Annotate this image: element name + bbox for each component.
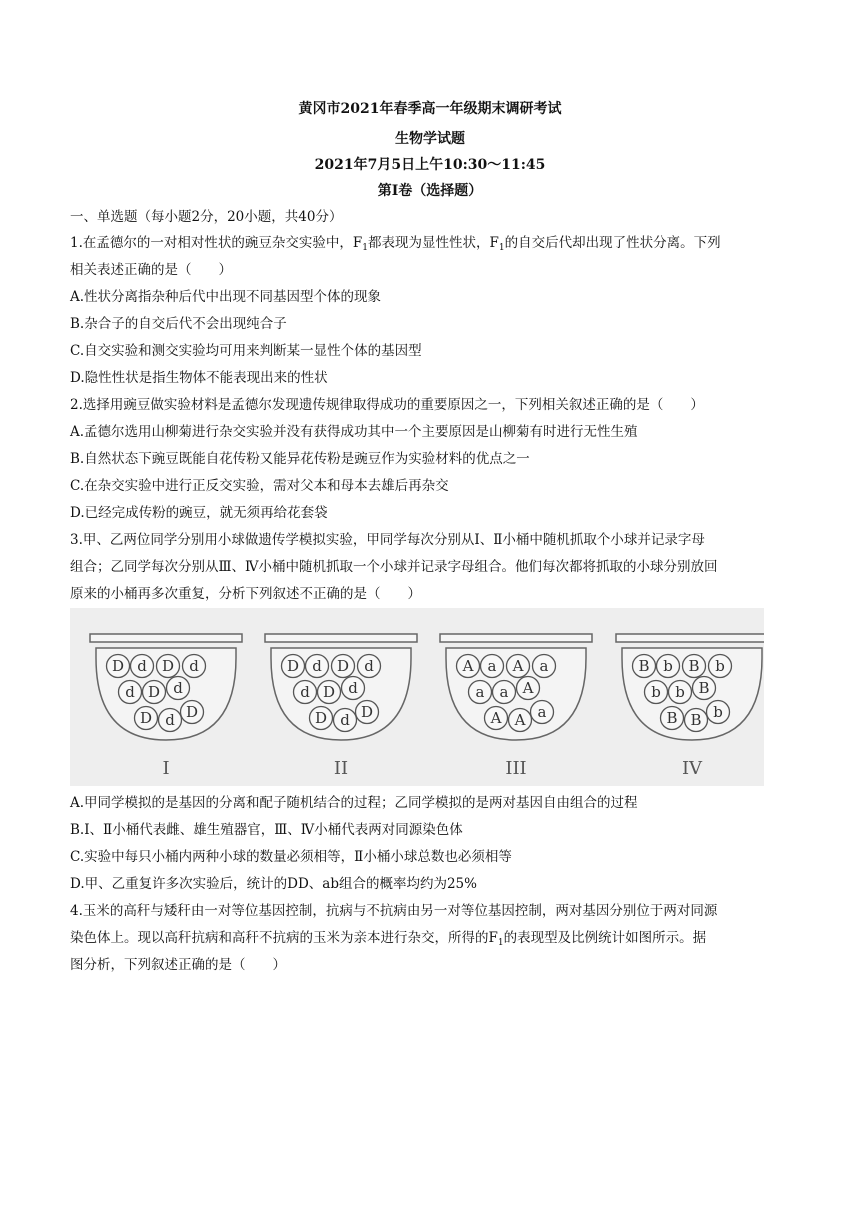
ball [181, 701, 204, 724]
section-heading: 一、单选题（每小题2分，20小题，共40分） [70, 209, 343, 225]
q1-option-d: D.隐性性状是指生物体不能表现出来的性状 [70, 370, 328, 386]
ball-letter: A [522, 679, 534, 697]
ball-letter: d [300, 683, 310, 701]
q3-stem-line1: 3.甲、乙两位同学分别用小球做遗传学模拟实验，甲同学每次分别从Ⅰ、Ⅱ小桶中随机抓取个小球并记录字母 [70, 532, 705, 548]
ball [342, 677, 365, 700]
q1-option-a: A.性状分离指杂种后代中出现不同基因型个体的现象 [70, 289, 382, 305]
ball-letter: a [539, 657, 549, 675]
ball [318, 681, 341, 704]
q2-option-d: D.已经完成传粉的豌豆，就无须再给花套袋 [70, 505, 328, 521]
q4-stem-line1: 4.玉米的高秆与矮秆由一对等位基因控制，抗病与不抗病由另一对等位基因控制，两对基因分别位于两对同源 [70, 903, 718, 919]
ball [356, 701, 379, 724]
ball [657, 655, 680, 678]
ball [507, 655, 530, 678]
q2-option-a: A.孟德尔选用山柳菊进行杂交实验并没有获得成功其中一个主要原因是山柳菊有时进行无性生殖 [70, 424, 638, 440]
ball [685, 709, 708, 732]
ball-letter: d [348, 679, 358, 697]
ball [485, 707, 508, 730]
ball [334, 709, 357, 732]
ball-letter: D [139, 709, 153, 727]
ball [167, 677, 190, 700]
ball-letter: d [364, 657, 374, 675]
ball [332, 655, 355, 678]
ball-letter: A [514, 711, 526, 729]
ball-letter: b [713, 703, 723, 721]
ball [531, 701, 554, 724]
ball [707, 701, 730, 724]
ball [683, 655, 706, 678]
q1-stem-line1: 1.在孟德尔的一对相对性状的豌豆杂交实验中，$F_1$都表现为显性性状，$F_1$的自交后代却出现了性状分离。下列 [70, 235, 721, 253]
bucket-3 [440, 634, 592, 779]
q3-option-b: B.Ⅰ、Ⅱ小桶代表雌、雄生殖器官，Ⅲ、Ⅳ小桶代表两对同源染色体 [70, 822, 463, 838]
ball [135, 707, 158, 730]
ball [107, 655, 130, 678]
ball-letter: b [715, 657, 725, 675]
ball [533, 655, 556, 678]
ball [358, 655, 381, 678]
ball-letter: d [312, 657, 322, 675]
ball [157, 655, 180, 678]
ball-letter: B [690, 711, 702, 729]
ball [645, 681, 668, 704]
ball-letter: a [499, 683, 509, 701]
ball [469, 681, 492, 704]
ball [306, 655, 329, 678]
q2-option-c: C.在杂交实验中进行正反交实验，需对父本和母本去雄后再杂交 [70, 478, 449, 494]
ball-letter: d [125, 683, 135, 701]
ball-letter: D [360, 703, 374, 721]
ball-letter: D [322, 683, 336, 701]
exam-time: 2021年7月5日上午10:30～11:45 [314, 157, 546, 173]
bucket-figure [70, 608, 764, 786]
bucket-lid [265, 634, 417, 642]
ball-letter: B [698, 679, 710, 697]
bucket-label: IV [681, 758, 703, 779]
ball-letter: D [161, 657, 175, 675]
exam-subject: 生物学试题 [395, 131, 465, 147]
q2-stem: 2.选择用豌豆做实验材料是孟德尔发现遗传规律取得成功的重要原因之一，下列相关叙述正确的是（ ） [70, 397, 704, 413]
ball [509, 709, 532, 732]
ball-letter: D [185, 703, 199, 721]
ball-letter: D [286, 657, 300, 675]
ball-letter: B [666, 709, 678, 727]
ball [143, 681, 166, 704]
q3-option-d: D.甲、乙重复许多次实验后，统计的DD、ab组合的概率均约为25% [70, 876, 477, 892]
q3-option-c: C.实验中每只小桶内两种小球的数量必须相等，Ⅱ小桶小球总数也必须相等 [70, 849, 512, 865]
bucket-lid [90, 634, 242, 642]
ball [633, 655, 656, 678]
ball-letter: D [111, 657, 125, 675]
ball-letter: d [173, 679, 183, 697]
ball-letter: d [189, 657, 199, 675]
ball [693, 677, 716, 700]
ball-letter: D [147, 683, 161, 701]
ball [282, 655, 305, 678]
ball [310, 707, 333, 730]
bucket-2 [265, 634, 417, 779]
ball [457, 655, 480, 678]
ball-letter: b [663, 657, 673, 675]
ball-letter: d [165, 711, 175, 729]
ball [669, 681, 692, 704]
ball-letter: d [137, 657, 147, 675]
ball [159, 709, 182, 732]
bucket-4 [616, 634, 764, 779]
ball-letter: A [512, 657, 524, 675]
ball-letter: B [638, 657, 650, 675]
ball [294, 681, 317, 704]
ball [119, 681, 142, 704]
q4-stem-line2: 染色体上。现以高秆抗病和高秆不抗病的玉米为亲本进行杂交，所得的$F_1$的表现型及比例统计如图所示。据 [70, 930, 707, 948]
ball-letter: D [314, 709, 328, 727]
ball-letter: b [651, 683, 661, 701]
volume-title: 第Ⅰ卷（选择题） [377, 183, 483, 199]
ball-letter: A [462, 657, 474, 675]
ball [131, 655, 154, 678]
ball [183, 655, 206, 678]
ball-letter: b [675, 683, 685, 701]
q3-stem-line3: 原来的小桶再多次重复，分析下列叙述不正确的是（ ） [70, 586, 421, 602]
bucket-lid [440, 634, 592, 642]
ball [481, 655, 504, 678]
q3-stem-line2: 组合；乙同学每次分别从Ⅲ、Ⅳ小桶中随机抓取一个小球并记录字母组合。他们每次都将抓取的小球分别放回 [70, 559, 718, 575]
q4-stem-line3: 图分析，下列叙述正确的是（ ） [70, 957, 286, 973]
bucket-figure-svg [70, 608, 764, 786]
ball-letter: a [475, 683, 485, 701]
ball [517, 677, 540, 700]
ball-letter: A [490, 709, 502, 727]
ball-letter: D [336, 657, 350, 675]
bucket-1 [90, 634, 242, 779]
ball [493, 681, 516, 704]
ball [709, 655, 732, 678]
q3-option-a: A.甲同学模拟的是基因的分离和配子随机结合的过程；乙同学模拟的是两对基因自由组合的过程 [70, 795, 638, 811]
q1-stem-line2: 相关表述正确的是（ ） [70, 262, 232, 278]
bucket-label: III [505, 758, 527, 779]
ball-letter: a [537, 703, 547, 721]
bucket-label: II [333, 758, 349, 779]
bucket-label: I [162, 758, 170, 779]
q1-option-c: C.自交实验和测交实验均可用来判断某一显性个体的基因型 [70, 343, 422, 359]
ball [661, 707, 684, 730]
ball-letter: B [688, 657, 700, 675]
ball-letter: d [340, 711, 350, 729]
bucket-lid [616, 634, 764, 642]
q1-option-b: B.杂合子的自交后代不会出现纯合子 [70, 316, 287, 332]
ball-letter: a [487, 657, 497, 675]
q2-option-b: B.自然状态下豌豆既能自花传粉又能异花传粉是豌豆作为实验材料的优点之一 [70, 451, 530, 467]
exam-title: 黄冈市2021年春季高一年级期末调研考试 [298, 101, 562, 117]
